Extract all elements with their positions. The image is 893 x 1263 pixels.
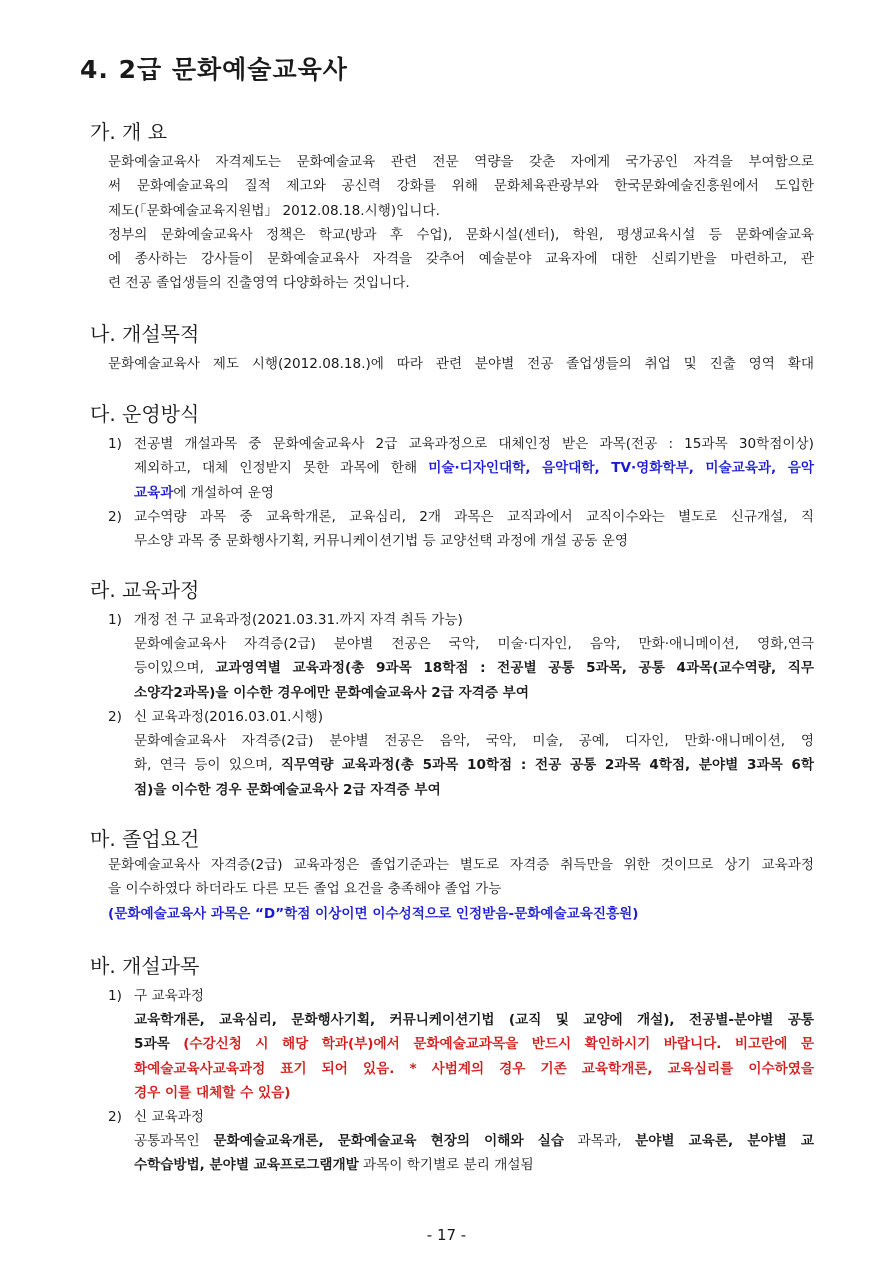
- text-line: 문화예술교육사 자격증(2급) 교육과정은 졸업기준과는 별도로 자격증 취득만을 위한 것이므로 상기 교육과정: [108, 857, 814, 873]
- courses-old-text: [134, 1008, 814, 1105]
- emphasis-bold: 문화예술교육개론, 문화예술교육 현장의 이해와 실습: [213, 1133, 564, 1149]
- text-line: [134, 1032, 814, 1056]
- graduation-text: [108, 853, 814, 926]
- page-title: 4. 2급 문화예술교육사: [80, 55, 348, 84]
- emphasis-bold: 5과목: [134, 1036, 184, 1053]
- graduation-note: (문화예술교육사 과목은 “D”학점 이상이면 이수성적으로 인정받음-문화예술교육진흥원): [108, 905, 639, 922]
- list-number: 2): [108, 1109, 122, 1125]
- text-line: 문화예술교육사 자격제도는 문화예술교육 관련 전문 역량을 갖춘 자에게 국가공인 자격을 부여함으로: [108, 154, 814, 170]
- text-line: 소양각2과목)을 이수한 경우에만 문화예술교육사 2급 자격증 부여: [134, 684, 529, 701]
- courses-new-text: [134, 1129, 814, 1178]
- text-line: 문화예술교육사 제도 시행(2012.08.18.)에 따라 관련 분야별 전공 졸업생들의 취업 및 진출 영역 확대: [108, 356, 814, 372]
- section-heading-purpose: 나. 개설목적: [90, 322, 200, 346]
- emphasis-blue: 교육과: [134, 484, 174, 501]
- emphasis-bold: 분야별 교육론, 분야별 교: [635, 1133, 814, 1149]
- text-line: 무소양 과목 중 문화행사기획, 커뮤니케이션기법 등 교양선택 과정에 개설 공동 운영: [134, 533, 629, 550]
- emphasis-bold: 교과영역별 교육과정(총 9과목 18학점 : 전공별 공통 5과목, 공통 4과목(교수역량, 직무: [215, 660, 814, 677]
- text-line: [134, 456, 814, 480]
- section-heading-courses: 바. 개설과목: [90, 954, 200, 978]
- text-run: 등이있으며,: [134, 660, 216, 677]
- text-run: 과목이 학기별로 분리 개설됨: [358, 1157, 534, 1174]
- page-number: - 17 -: [426, 1226, 467, 1244]
- list-number: 1): [108, 612, 122, 628]
- purpose-text: [108, 352, 814, 376]
- text-line: 문화예술교육사 자격증(2급) 분야별 전공은 음악, 국악, 미술, 공예, 디자인, 만화·애니메이션, 영: [134, 733, 814, 749]
- section-heading-curriculum: 라. 교육과정: [90, 578, 200, 602]
- text-line: 을 이수하였다 하더라도 다른 모든 졸업 요건을 충족해야 졸업 가능: [108, 881, 502, 898]
- text-line: 문화예술교육사 자격증(2급) 분야별 전공은 국악, 미술·디자인, 음악, 만화·애니메이션, 영화,연극: [134, 636, 814, 652]
- text-line: 제도(「문화예술교육지원법」 2012.08.18.시행)입니다.: [108, 202, 440, 219]
- text-run: 제외하고, 대체 인정받지 못한 과목에 한해: [134, 460, 429, 477]
- text-line: [134, 481, 814, 505]
- text-line: [134, 1153, 814, 1177]
- text-line: 화예술교육사교육과정 표기 되어 있음. * 사범계의 경우 기존 교육학개론, 교육심리를 이수하였을: [134, 1060, 815, 1077]
- text-line: 점)을 이수한 경우 문화예술교육사 2급 자격증 부여: [134, 781, 441, 798]
- section-heading-operation: 다. 운영방식: [90, 402, 200, 426]
- list-number: 2): [108, 709, 122, 725]
- operation-item-1: [134, 432, 814, 505]
- section-heading-graduation: 마. 졸업요건: [90, 827, 200, 851]
- list-number: 1): [108, 436, 122, 452]
- overview-text: [108, 150, 814, 296]
- text-line: 교육학개론, 교육심리, 문화행사기획, 커뮤니케이션기법 (교직 및 교양에 개설), 전공별-분야별 공통: [134, 1012, 814, 1028]
- curriculum-new-heading: 신 교육과정(2016.03.01.시행): [134, 709, 324, 725]
- list-number: 2): [108, 509, 122, 525]
- emphasis-bold: 직무역량 교육과정(총 5과목 10학점 : 전공 공통 2과목 4학점, 분야별 3과목 6학: [280, 757, 814, 774]
- courses-old-heading: 구 교육과정: [134, 988, 204, 1004]
- text-line: 써 문화예술교육의 질적 제고와 공신력 강화를 위해 문화체육관광부와 한국문화예술진흥원에서 도입한: [108, 178, 814, 195]
- text-run: 화, 연극 등이 있으며,: [134, 757, 281, 774]
- curriculum-old-text: [134, 632, 814, 705]
- text-run: 과목과,: [563, 1133, 636, 1149]
- text-line: 련 전공 졸업생들의 진출영역 다양화하는 것입니다.: [108, 275, 410, 292]
- text-line: [134, 753, 814, 777]
- text-run: 공통과목인: [134, 1133, 214, 1149]
- text-line: 경우 이를 대체할 수 있음): [134, 1084, 291, 1101]
- curriculum-new-text: [134, 729, 814, 802]
- text-line: 에 종사하는 강사들이 문화예술교육사 자격을 갖추어 예술분야 교육자에 대한 신뢰기반을 마련하고, 관: [108, 251, 815, 268]
- courses-new-heading: 신 교육과정: [134, 1109, 204, 1125]
- text-line: 교수역량 과목 중 교육학개론, 교육심리, 2개 과목은 교직과에서 교직이수와는 별도로 신규개설, 직: [134, 509, 814, 525]
- text-line: 전공별 개설과목 중 문화예술교육사 2급 교육과정으로 대체인정 받은 과목(전공 : 15과목 30학점이상): [134, 436, 814, 452]
- text-line: 정부의 문화예술교육사 정책은 학교(방과 후 수업), 문화시설(센터), 학원, 평생교육시설 등 문화예술교육: [108, 226, 814, 243]
- curriculum-old-heading: 개정 전 구 교육과정(2021.03.31.까지 자격 취득 가능): [134, 612, 463, 628]
- list-number: 1): [108, 988, 122, 1004]
- emphasis-red: (수강신청 시 해당 학과(부)에서 문화예술교과목을 반드시 확인하시기 바랍니다. 비고란에 문: [183, 1036, 814, 1053]
- operation-item-2: [134, 505, 814, 554]
- text-line: [134, 1129, 814, 1153]
- section-heading-overview: 가. 개 요: [90, 120, 168, 144]
- emphasis-bold: 수학습방법, 분야별 교육프로그램개발: [134, 1157, 359, 1174]
- text-run: 에 개설하여 운영: [173, 484, 274, 501]
- emphasis-blue: 미술·디자인대학, 음악대학, TV·영화학부, 미술교육과, 음악: [428, 460, 814, 477]
- text-line: [134, 656, 814, 680]
